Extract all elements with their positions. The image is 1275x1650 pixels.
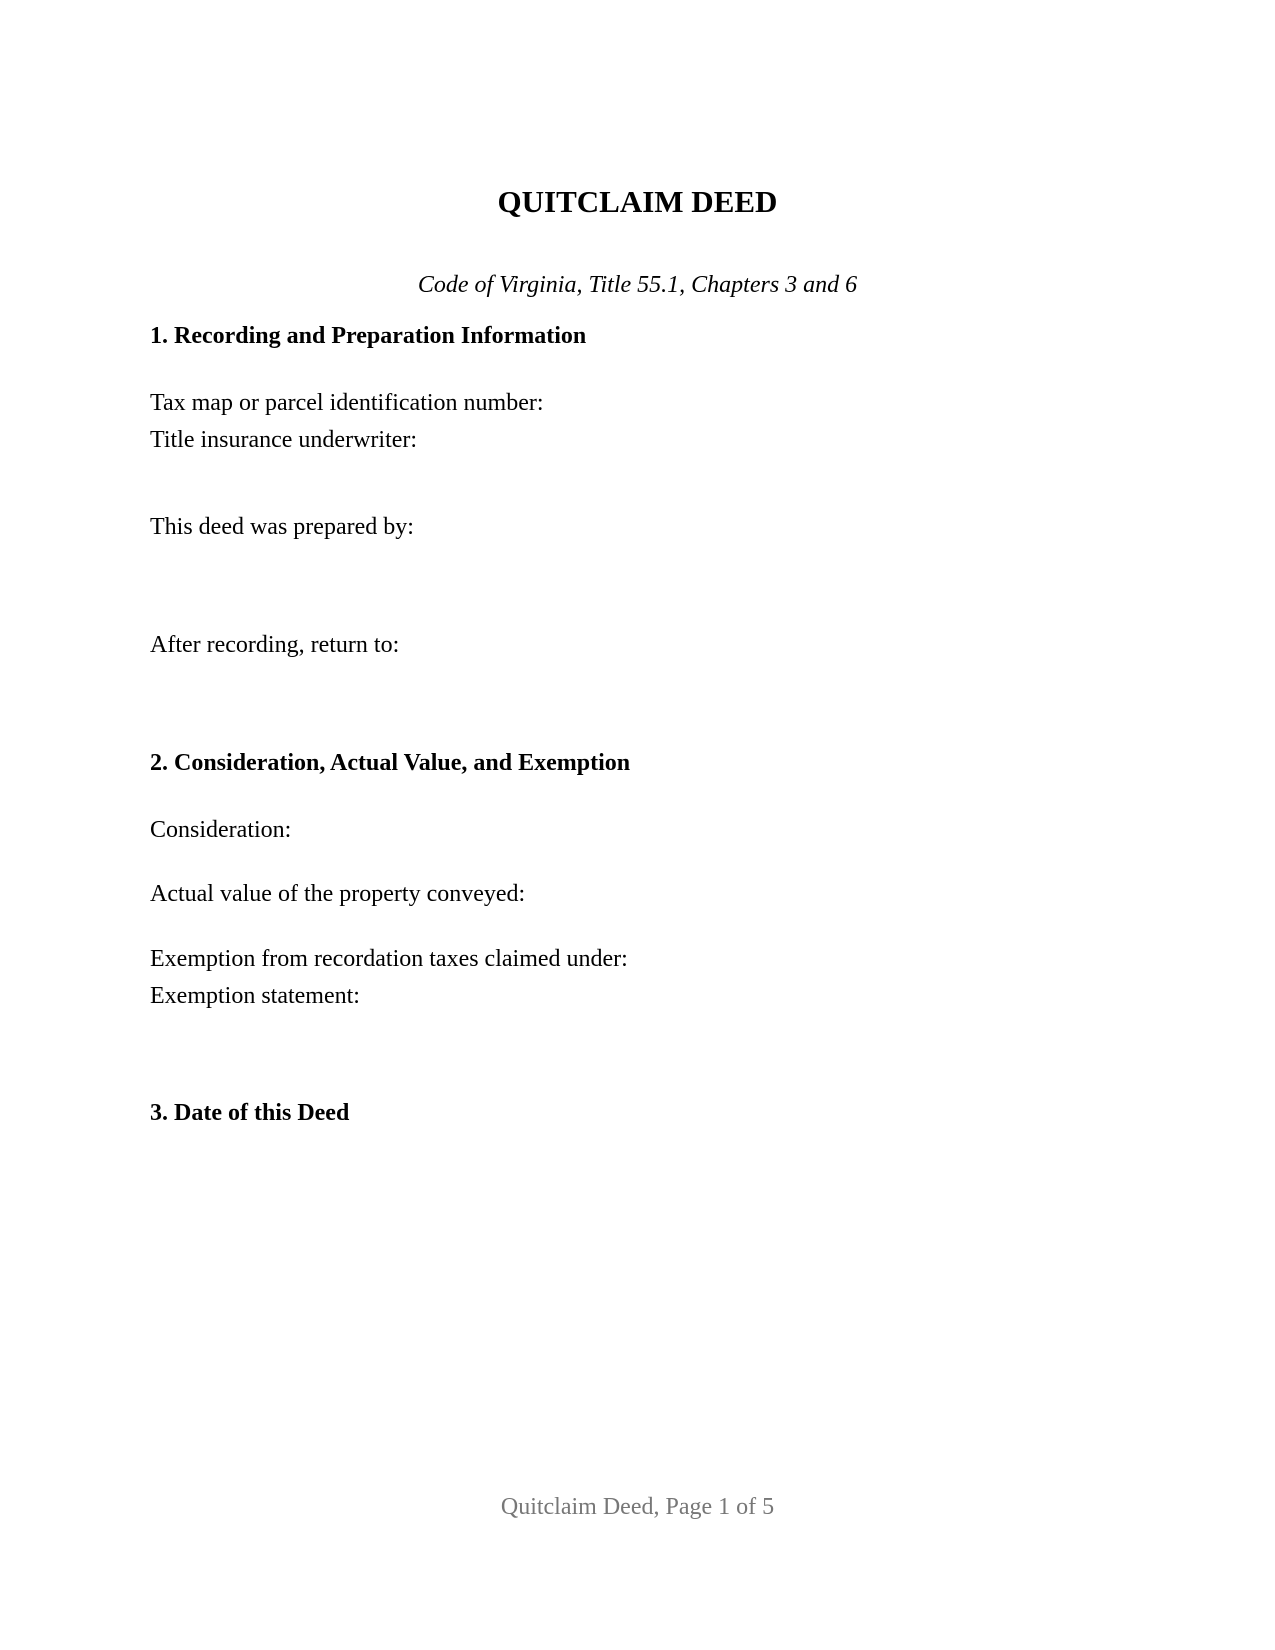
field-label-actual-value: Actual value of the property conveyed: bbox=[150, 881, 526, 907]
field-label-exemption-claimed: Exemption from recordation taxes claimed under: bbox=[150, 946, 628, 972]
document-subtitle: Code of Virginia, Title 55.1, Chapters 3 and 6 bbox=[417, 272, 858, 298]
field-label-return-to: After recording, return to: bbox=[150, 632, 400, 658]
section-heading-consideration: 2. Consideration, Actual Value, and Exemption bbox=[150, 750, 631, 776]
document-title: QUITCLAIM DEED bbox=[497, 184, 778, 219]
field-label-prepared-by: This deed was prepared by: bbox=[150, 514, 414, 540]
field-label-consideration: Consideration: bbox=[150, 817, 292, 843]
page-footer: Quitclaim Deed, Page 1 of 5 bbox=[500, 1494, 775, 1520]
field-label-exemption-statement: Exemption statement: bbox=[150, 983, 360, 1009]
field-label-parcel-id: Tax map or parcel identification number: bbox=[150, 390, 544, 416]
field-label-title-underwriter: Title insurance underwriter: bbox=[150, 427, 418, 453]
section-heading-recording: 1. Recording and Preparation Information bbox=[150, 323, 587, 349]
section-heading-date: 3. Date of this Deed bbox=[150, 1100, 350, 1126]
